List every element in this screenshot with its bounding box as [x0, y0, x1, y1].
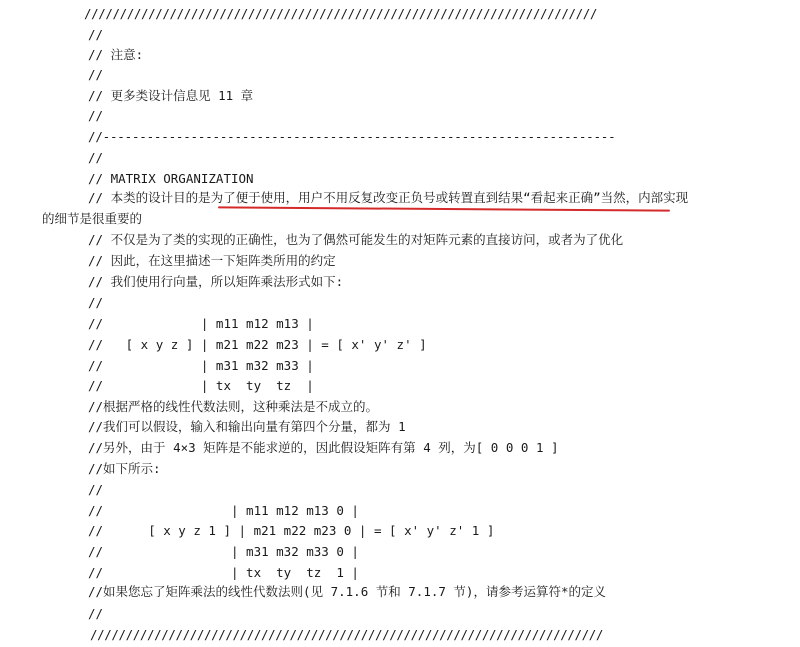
- code-line-11: 的细节是很重要的: [42, 211, 143, 226]
- code-line-21: //我们可以假设，输入和输出向量有第四个分量，都为 1: [88, 419, 406, 434]
- code-line-15: //: [88, 295, 104, 310]
- code-line-18: // | m31 m32 m33 |: [88, 358, 314, 373]
- code-line-4: //: [88, 67, 104, 82]
- highlight-underline: [218, 206, 670, 211]
- code-line-24: //: [88, 482, 104, 497]
- code-line-17: // [ x y z ] | m21 m22 m23 | = [ x' y' z' ]: [88, 337, 427, 352]
- code-line-10: // 本类的设计目的是为了便于使用，用户不用反复改变正负号或转置直到结果“看起来正确”当然，内部实现: [88, 190, 689, 205]
- code-line-6: //: [88, 108, 104, 123]
- code-line-12: // 不仅是为了类的实现的正确性，也为了偶然可能发生的对矩阵元素的直接访问，或者为了优化: [88, 232, 624, 247]
- code-line-27: // | m31 m32 m33 0 |: [88, 544, 359, 559]
- code-line-14: // 我们使用行向量，所以矩阵乘法形式如下:: [88, 274, 344, 289]
- code-line-23: //如下所示:: [88, 461, 161, 476]
- code-line-1: ////////////////////////////////////////////////////////////////////////: [84, 6, 598, 21]
- code-line-29: //如果您忘了矩阵乘法的线性代数法则(见 7.1.6 节和 7.1.7 节)，请参考运算符*的定义: [88, 584, 606, 599]
- code-line-13: // 因此，在这里描述一下矩阵类所用的约定: [88, 253, 336, 268]
- code-line-3: // 注意:: [88, 47, 144, 62]
- code-line-5: // 更多类设计信息见 11 章: [88, 88, 254, 103]
- code-line-30: //: [88, 606, 104, 621]
- code-line-7: //----------------------------------------------------------------------: [88, 129, 616, 144]
- code-line-8: //: [88, 150, 104, 165]
- code-line-31: ////////////////////////////////////////////////////////////////////////: [90, 627, 604, 642]
- code-line-19: // | tx ty tz |: [88, 378, 314, 393]
- code-line-20: //根据严格的线性代数法则，这种乘法是不成立的。: [88, 399, 379, 414]
- code-line-28: // | tx ty tz 1 |: [88, 565, 359, 580]
- code-line-22: //另外，由于 4×3 矩阵是不能求逆的，因此假设矩阵有第 4 列，为[ 0 0 0 1 ]: [88, 440, 559, 455]
- code-line-9: // MATRIX ORGANIZATION: [88, 171, 254, 186]
- code-line-16: // | m11 m12 m13 |: [88, 316, 314, 331]
- code-line-25: // | m11 m12 m13 0 |: [88, 503, 359, 518]
- code-line-26: // [ x y z 1 ] | m21 m22 m23 0 | = [ x' y' z' 1 ]: [88, 523, 495, 538]
- code-line-2: //: [88, 27, 104, 42]
